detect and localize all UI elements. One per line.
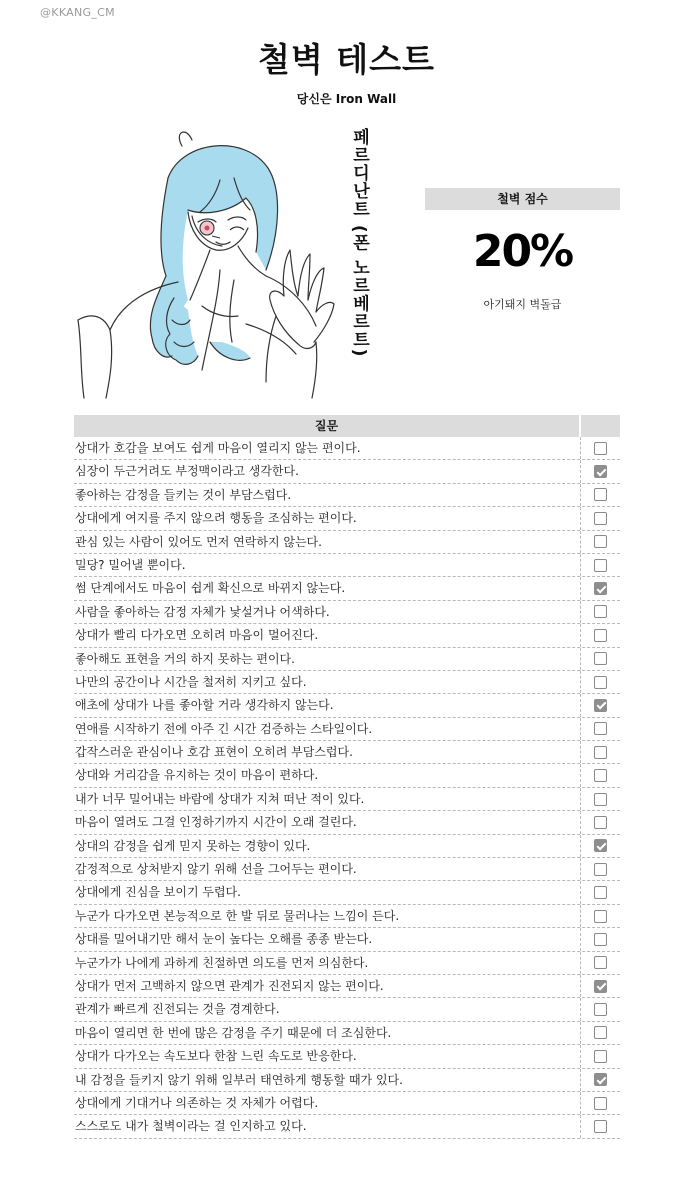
table-row — [74, 741, 620, 764]
answer-checkbox[interactable] — [594, 559, 607, 572]
question-text: 밀당? 밀어낼 뿐이다. — [75, 557, 186, 572]
check-cell — [580, 811, 620, 833]
question-text: 상대를 밀어내기만 해서 눈이 높다는 오해를 종종 받는다. — [75, 932, 373, 947]
check-cell — [580, 718, 620, 740]
check-cell — [580, 1045, 620, 1067]
question-text: 스스로도 내가 철벽이라는 걸 인지하고 있다. — [75, 1119, 307, 1134]
table-row — [74, 998, 620, 1021]
check-cell — [580, 998, 620, 1020]
table-row — [74, 1092, 620, 1115]
answer-checkbox[interactable] — [594, 863, 607, 876]
answer-checkbox[interactable] — [594, 1073, 607, 1086]
character-name: 페르디난트 (폰 노르베르트) — [349, 128, 369, 358]
answer-checkbox[interactable] — [594, 605, 607, 618]
table-row — [74, 1069, 620, 1092]
check-cell — [580, 835, 620, 857]
question-text: 상대에게 여지를 주지 않으려 행동을 조심하는 편이다. — [75, 511, 357, 526]
table-row — [74, 531, 620, 554]
answer-checkbox[interactable] — [594, 488, 607, 501]
table-row — [74, 671, 620, 694]
check-cell — [580, 1069, 620, 1091]
table-row — [74, 881, 620, 904]
check-cell — [580, 905, 620, 927]
question-text: 누군가가 나에게 과하게 친절하면 의도를 먼저 의심한다. — [75, 955, 369, 970]
question-text: 상대에게 진심을 보이기 두렵다. — [75, 885, 241, 900]
check-cell — [580, 531, 620, 553]
answer-checkbox[interactable] — [594, 442, 607, 455]
question-text: 애초에 상대가 나를 좋아할 거라 생각하지 않는다. — [75, 698, 334, 713]
question-list — [74, 437, 620, 1139]
question-text: 상대에게 기대거나 의존하는 것 자체가 어렵다. — [75, 1095, 319, 1110]
question-text: 심장이 두근거려도 부정맥이라고 생각한다. — [75, 464, 299, 479]
table-row — [74, 764, 620, 787]
question-text: 누군가 다가오면 본능적으로 한 발 뒤로 물러나는 느낌이 든다. — [75, 908, 400, 923]
table-row — [74, 905, 620, 928]
question-text: 사람을 좋아하는 감정 자체가 낯설거나 어색하다. — [75, 604, 330, 619]
check-cell — [580, 648, 620, 670]
question-text: 상대의 감정을 쉽게 믿지 못하는 경향이 있다. — [75, 838, 311, 853]
answer-checkbox[interactable] — [594, 652, 607, 665]
check-cell — [580, 624, 620, 646]
table-row — [74, 601, 620, 624]
answer-checkbox[interactable] — [594, 722, 607, 735]
answer-checkbox[interactable] — [594, 1050, 607, 1063]
check-cell — [580, 671, 620, 693]
check-cell — [580, 437, 620, 459]
score-header: 철벽 점수 — [425, 188, 620, 210]
question-text: 썸 단계에서도 마음이 쉽게 확신으로 바뀌지 않는다. — [75, 581, 346, 596]
check-cell — [580, 858, 620, 880]
table-row — [74, 648, 620, 671]
question-text: 내 감정을 들키지 않기 위해 일부러 태연하게 행동할 때가 있다. — [75, 1072, 403, 1087]
table-row — [74, 624, 620, 647]
check-cell — [580, 554, 620, 576]
answer-checkbox[interactable] — [594, 956, 607, 969]
check-cell — [580, 601, 620, 623]
question-text: 연애를 시작하기 전에 아주 긴 시간 검증하는 스타일이다. — [75, 721, 373, 736]
check-cell — [580, 1115, 620, 1137]
check-cell — [580, 788, 620, 810]
check-cell — [580, 928, 620, 950]
check-cell — [580, 484, 620, 506]
question-text: 상대가 호감을 보여도 쉽게 마음이 열리지 않는 편이다. — [75, 441, 361, 455]
check-cell — [580, 881, 620, 903]
check-column-header — [579, 415, 620, 437]
answer-checkbox[interactable] — [594, 839, 607, 852]
answer-checkbox[interactable] — [594, 1120, 607, 1133]
table-row — [74, 577, 620, 600]
table-row — [74, 952, 620, 975]
answer-checkbox[interactable] — [594, 465, 607, 478]
check-cell — [580, 460, 620, 482]
question-text: 관계가 빠르게 진전되는 것을 경계한다. — [75, 1002, 280, 1017]
table-row — [74, 437, 620, 460]
question-text: 감정적으로 상처받지 않기 위해 선을 그어두는 편이다. — [75, 862, 357, 877]
question-text: 나만의 공간이나 시간을 철저히 지키고 싶다. — [75, 674, 307, 689]
check-cell — [580, 577, 620, 599]
answer-checkbox[interactable] — [594, 699, 607, 712]
table-row — [74, 554, 620, 577]
check-cell — [580, 1092, 620, 1114]
table-row — [74, 811, 620, 834]
check-cell — [580, 764, 620, 786]
score-value: 20% — [472, 226, 573, 277]
table-row — [74, 835, 620, 858]
table-row — [74, 460, 620, 483]
check-cell — [580, 741, 620, 763]
table-row — [74, 1022, 620, 1045]
question-text: 상대와 거리감을 유지하는 것이 마음이 편하다. — [75, 768, 319, 783]
question-text: 상대가 빨리 다가오면 오히려 마음이 멀어진다. — [75, 628, 319, 643]
answer-checkbox[interactable] — [594, 582, 607, 595]
table-header — [74, 415, 620, 437]
watermark: @KKANG_CM — [40, 6, 115, 19]
question-text: 관심 있는 사람이 있어도 먼저 연락하지 않는다. — [75, 534, 322, 549]
table-row — [74, 718, 620, 741]
check-cell — [580, 975, 620, 997]
table-row — [74, 858, 620, 881]
table-row — [74, 788, 620, 811]
question-text: 좋아해도 표현을 거의 하지 못하는 편이다. — [75, 651, 295, 666]
table-row — [74, 975, 620, 998]
score-grade: 아기돼지 벽돌급 — [483, 298, 562, 311]
answer-checkbox[interactable] — [594, 746, 607, 759]
answer-checkbox[interactable] — [594, 535, 607, 548]
question-text: 상대가 다가오는 속도보다 한참 느린 속도로 반응한다. — [75, 1049, 357, 1064]
table-row — [74, 1115, 620, 1138]
question-text: 갑작스러운 관심이나 호감 표현이 오히려 부담스럽다. — [75, 745, 353, 760]
answer-checkbox[interactable] — [594, 1003, 607, 1016]
answer-checkbox[interactable] — [594, 793, 607, 806]
answer-checkbox[interactable] — [594, 676, 607, 689]
question-text: 내가 너무 밀어내는 바람에 상대가 지쳐 떠난 적이 있다. — [75, 791, 365, 806]
check-cell — [580, 1022, 620, 1044]
answer-checkbox[interactable] — [594, 769, 607, 782]
check-cell — [580, 507, 620, 529]
table-row — [74, 507, 620, 530]
answer-checkbox[interactable] — [594, 910, 607, 923]
answer-checkbox[interactable] — [594, 629, 607, 642]
answer-checkbox[interactable] — [594, 816, 607, 829]
answer-checkbox[interactable] — [594, 980, 607, 993]
page-title: 철벽 테스트 — [258, 40, 435, 79]
answer-checkbox[interactable] — [594, 886, 607, 899]
question-text: 좋아하는 감정을 들키는 것이 부담스럽다. — [75, 487, 292, 502]
result-subtitle: 당신은 Iron Wall — [296, 92, 397, 106]
table-row — [74, 928, 620, 951]
check-cell — [580, 694, 620, 716]
check-cell — [580, 952, 620, 974]
question-table — [74, 415, 620, 1139]
question-text: 마음이 열려도 그걸 인정하기까지 시간이 오래 걸린다. — [75, 815, 357, 830]
question-text: 마음이 열리면 한 번에 많은 감정을 주기 때문에 더 조심한다. — [75, 1025, 392, 1040]
question-column-header: 질문 — [314, 419, 339, 433]
table-row — [74, 1045, 620, 1068]
answer-checkbox[interactable] — [594, 933, 607, 946]
answer-checkbox[interactable] — [594, 1026, 607, 1039]
answer-checkbox[interactable] — [594, 1097, 607, 1110]
character-illustration — [70, 120, 350, 400]
table-row — [74, 694, 620, 717]
question-text: 상대가 먼저 고백하지 않으면 관계가 진전되지 않는 편이다. — [75, 978, 384, 993]
answer-checkbox[interactable] — [594, 512, 607, 525]
table-row — [74, 484, 620, 507]
